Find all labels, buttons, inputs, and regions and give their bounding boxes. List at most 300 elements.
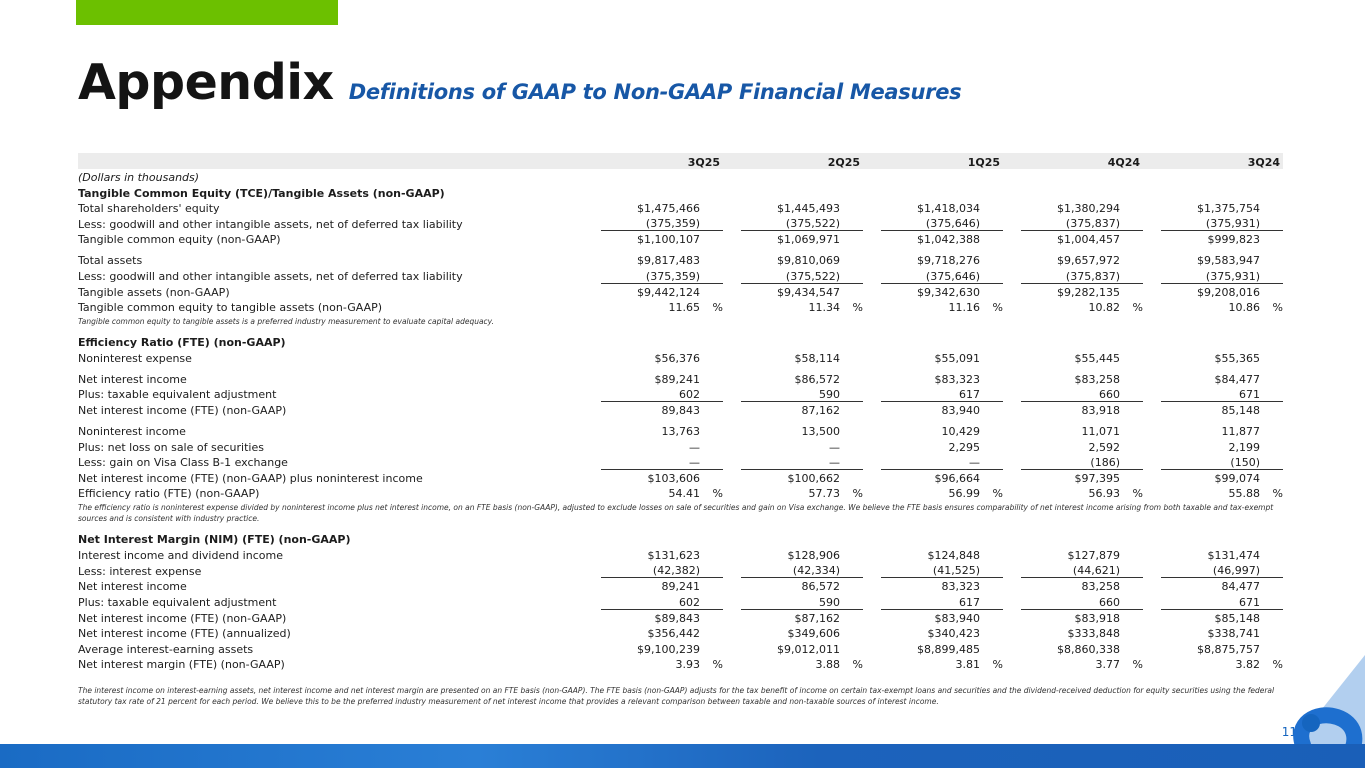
column-header-1q25: 1Q25 — [881, 153, 1003, 169]
cell-spacer — [863, 246, 881, 267]
cell-value: 13,500 — [801, 425, 840, 439]
cell-suffix — [1120, 454, 1143, 470]
table-row — [78, 267, 1283, 283]
section-note: The efficiency ratio is noninterest expense divided by noninterest income plus net interest income, on an FTE basis (non-GAAP), adjusted to exclude losses on sale of securities and gain on Visa exchange. We believe the FTE basis ensures comparability of net interest income arising from both taxable and tax-exempt sources and is consistent with industry practice. — [78, 503, 1274, 524]
cell-value: $83,323 — [934, 372, 980, 386]
cell-value: $99,074 — [1214, 472, 1260, 486]
table-row — [78, 349, 1283, 364]
table-row — [78, 401, 1283, 417]
cell-spacer — [863, 562, 881, 578]
cell-suffix — [840, 246, 863, 267]
section-header-row — [78, 184, 1283, 199]
cell-suffix — [980, 578, 1003, 594]
cell-suffix — [840, 469, 863, 485]
row-label: Plus: net loss on sale of securities — [78, 440, 264, 454]
cell-suffix — [1120, 215, 1143, 231]
section-title: Net Interest Margin (NIM) (FTE) (non-GAAP) — [78, 533, 351, 547]
table-row — [78, 365, 1283, 386]
cell-value: 617 — [881, 593, 980, 609]
table-row — [78, 625, 1283, 640]
cell-spacer — [863, 438, 881, 453]
cell-suffix — [840, 438, 863, 453]
cell-suffix — [1120, 609, 1143, 625]
cell-value: $1,069,971 — [777, 233, 840, 247]
cell-value: 10.86 — [1228, 301, 1260, 315]
cell-value: 602 — [601, 386, 700, 402]
table-row — [78, 215, 1283, 231]
percent-sign: % — [1132, 301, 1143, 315]
column-header-2q25: 2Q25 — [741, 153, 863, 169]
cell-spacer — [723, 656, 741, 671]
table-row — [78, 283, 1283, 299]
cell-suffix — [980, 454, 1003, 470]
cell-value: $9,657,972 — [1057, 254, 1120, 268]
cell-spacer — [1143, 365, 1161, 386]
cell-value: $1,042,388 — [917, 233, 980, 247]
cell-value: $1,418,034 — [917, 201, 980, 215]
cell-value: — — [881, 454, 980, 470]
cell-suffix — [1260, 365, 1283, 386]
cell-suffix — [840, 417, 863, 438]
cell-spacer — [863, 485, 881, 500]
cell-value: (375,837) — [1021, 215, 1120, 231]
cell-suffix — [980, 231, 1003, 247]
cell-spacer — [1143, 625, 1161, 640]
cell-suffix — [1120, 267, 1143, 283]
cell-spacer — [863, 365, 881, 386]
cell-value: 89,241 — [661, 580, 700, 594]
cell-spacer — [723, 246, 741, 267]
cell-spacer — [1143, 438, 1161, 453]
cell-spacer — [863, 215, 881, 231]
cell-value: 617 — [881, 386, 980, 402]
cell-value: 83,918 — [1081, 404, 1120, 418]
cell-spacer — [1003, 283, 1021, 299]
cell-spacer — [723, 469, 741, 485]
cell-value: 3.93 — [675, 657, 700, 671]
cell-suffix — [840, 593, 863, 609]
cell-value: 10,429 — [941, 425, 980, 439]
cell-suffix — [980, 562, 1003, 578]
percent-sign: % — [852, 657, 863, 671]
row-label: Noninterest expense — [78, 351, 192, 365]
cell-spacer — [723, 578, 741, 594]
cell-value: 590 — [741, 593, 840, 609]
table-row — [78, 454, 1283, 470]
cell-suffix — [700, 562, 723, 578]
cell-value: 10.82 — [1088, 301, 1120, 315]
cell-suffix — [980, 625, 1003, 640]
accent-bar — [76, 0, 338, 25]
cell-spacer — [723, 625, 741, 640]
cell-value: (150) — [1161, 454, 1260, 470]
cell-suffix — [840, 546, 863, 561]
header-label-cell — [78, 153, 601, 169]
cell-spacer — [1143, 386, 1161, 402]
cell-value: $9,282,135 — [1057, 286, 1120, 300]
cell-value: 2,199 — [1228, 440, 1260, 454]
cell-spacer — [863, 283, 881, 299]
cell-value: (42,334) — [741, 562, 840, 578]
cell-value: (375,931) — [1161, 267, 1260, 283]
cell-suffix — [1260, 640, 1283, 655]
row-label: Net interest margin (FTE) (non-GAAP) — [78, 657, 285, 671]
cell-suffix — [840, 365, 863, 386]
cell-value: $1,004,457 — [1057, 233, 1120, 247]
cell-value: 87,162 — [801, 404, 840, 418]
cell-value: 2,592 — [1088, 440, 1120, 454]
row-label: Average interest-earning assets — [78, 642, 254, 656]
cell-spacer — [1003, 609, 1021, 625]
cell-value: 660 — [1021, 386, 1120, 402]
cell-value: $55,445 — [1074, 351, 1120, 365]
cell-spacer — [723, 401, 741, 417]
cell-suffix — [1260, 349, 1283, 364]
cell-suffix — [980, 469, 1003, 485]
cell-suffix — [700, 215, 723, 231]
cell-value: $9,810,069 — [777, 254, 840, 268]
table-row — [78, 386, 1283, 402]
cell-spacer — [723, 546, 741, 561]
section-note-row — [78, 314, 1283, 329]
cell-spacer — [1003, 246, 1021, 267]
cell-suffix — [840, 386, 863, 402]
cell-spacer — [1143, 215, 1161, 231]
cell-spacer — [723, 299, 741, 314]
cell-suffix — [1260, 283, 1283, 299]
cell-spacer — [1003, 546, 1021, 561]
cell-suffix — [1120, 386, 1143, 402]
cell-value: 56.93 — [1088, 487, 1120, 501]
row-label: Net interest income (FTE) (non-GAAP) — [78, 611, 287, 625]
percent-sign: % — [852, 301, 863, 315]
cell-suffix — [1120, 231, 1143, 247]
cell-spacer — [1143, 469, 1161, 485]
row-label: Less: interest expense — [78, 564, 202, 578]
cell-suffix — [1260, 267, 1283, 283]
cell-value: $1,100,107 — [637, 233, 700, 247]
cell-suffix — [700, 609, 723, 625]
cell-suffix — [840, 401, 863, 417]
cell-suffix — [700, 386, 723, 402]
cell-spacer — [1143, 246, 1161, 267]
cell-value: $338,741 — [1207, 627, 1260, 641]
cell-spacer — [863, 299, 881, 314]
cell-value: 671 — [1161, 386, 1260, 402]
cell-spacer — [1143, 485, 1161, 500]
page-number: 11 — [1281, 725, 1297, 739]
cell-spacer — [1003, 386, 1021, 402]
cell-spacer — [1003, 267, 1021, 283]
cell-suffix — [1120, 562, 1143, 578]
cell-value: (42,382) — [601, 562, 700, 578]
cell-suffix — [1260, 246, 1283, 267]
cell-spacer — [723, 609, 741, 625]
percent-sign: % — [852, 487, 863, 501]
cell-suffix — [980, 417, 1003, 438]
cell-value: $131,623 — [647, 548, 700, 562]
cell-spacer — [863, 593, 881, 609]
cell-value: $55,365 — [1214, 351, 1260, 365]
cell-suffix — [1120, 365, 1143, 386]
percent-sign: % — [1132, 487, 1143, 501]
cell-suffix — [1260, 593, 1283, 609]
cell-spacer — [863, 231, 881, 247]
cell-spacer — [1143, 609, 1161, 625]
cell-value: $103,606 — [647, 472, 700, 486]
cell-suffix — [980, 640, 1003, 655]
cell-value: $8,860,338 — [1057, 642, 1120, 656]
cell-value: $1,475,466 — [637, 201, 700, 215]
column-header-3q24: 3Q24 — [1161, 153, 1283, 169]
cell-value: 3.88 — [815, 657, 840, 671]
cell-spacer — [1003, 215, 1021, 231]
cell-value: 85,148 — [1221, 404, 1260, 418]
cell-suffix — [1120, 625, 1143, 640]
cell-suffix — [840, 578, 863, 594]
cell-suffix — [700, 546, 723, 561]
cell-value: (375,931) — [1161, 215, 1260, 231]
cell-value: 83,258 — [1081, 580, 1120, 594]
cell-suffix — [700, 438, 723, 453]
cell-spacer — [1143, 267, 1161, 283]
cell-spacer — [1003, 593, 1021, 609]
cell-spacer — [1143, 640, 1161, 655]
cell-spacer — [863, 656, 881, 671]
cell-spacer — [1003, 625, 1021, 640]
cell-spacer — [723, 417, 741, 438]
cell-suffix — [840, 609, 863, 625]
row-label: Less: gain on Visa Class B-1 exchange — [78, 456, 288, 470]
cell-suffix — [700, 593, 723, 609]
row-label: Plus: taxable equivalent adjustment — [78, 388, 277, 402]
page-header — [78, 54, 961, 111]
cell-spacer — [1003, 401, 1021, 417]
row-label: Efficiency ratio (FTE) (non-GAAP) — [78, 487, 260, 501]
table-row — [78, 546, 1283, 561]
cell-spacer — [1003, 438, 1021, 453]
cell-spacer — [723, 386, 741, 402]
cell-value: 54.41 — [668, 487, 700, 501]
row-label: Net interest income (FTE) (non-GAAP) — [78, 404, 287, 418]
cell-spacer — [1003, 562, 1021, 578]
cell-value: 2,295 — [948, 440, 980, 454]
percent-sign: % — [1132, 657, 1143, 671]
cell-value: 11.65 — [668, 301, 700, 315]
cell-spacer — [1143, 349, 1161, 364]
cell-spacer — [863, 625, 881, 640]
cell-value: 13,763 — [661, 425, 700, 439]
cell-spacer — [1003, 578, 1021, 594]
cell-suffix — [1260, 625, 1283, 640]
row-label: Net interest income — [78, 372, 187, 386]
cell-suffix — [1120, 401, 1143, 417]
section-header-row — [78, 329, 1283, 349]
cell-value: 83,940 — [941, 404, 980, 418]
cell-suffix — [1120, 438, 1143, 453]
cell-suffix — [1120, 246, 1143, 267]
cell-spacer — [863, 609, 881, 625]
row-label: Net interest income — [78, 580, 187, 594]
cell-value: 57.73 — [808, 487, 840, 501]
cell-suffix — [840, 349, 863, 364]
cell-spacer — [723, 365, 741, 386]
percent-sign: % — [1272, 301, 1283, 315]
cell-value: 11,071 — [1081, 425, 1120, 439]
cell-suffix — [1260, 546, 1283, 561]
cell-spacer — [1143, 401, 1161, 417]
table-row — [78, 299, 1283, 314]
cell-suffix — [980, 438, 1003, 453]
cell-suffix — [1120, 283, 1143, 299]
section-note: Tangible common equity to tangible assets is a preferred industry measurement to evaluate capital adequacy. — [78, 317, 494, 327]
cell-spacer — [863, 200, 881, 215]
table-row — [78, 593, 1283, 609]
cell-value: $83,940 — [934, 611, 980, 625]
percent-sign: % — [712, 657, 723, 671]
cell-spacer — [1003, 417, 1021, 438]
cell-suffix — [700, 640, 723, 655]
table-header-row — [78, 153, 1283, 169]
cell-spacer — [1143, 200, 1161, 215]
cell-suffix — [1260, 386, 1283, 402]
page-title: Appendix — [78, 54, 334, 111]
cell-value: 11,877 — [1221, 425, 1260, 439]
cell-suffix — [700, 246, 723, 267]
cell-suffix — [1120, 546, 1143, 561]
row-label: Less: goodwill and other intangible assets, net of deferred tax liability — [78, 217, 463, 231]
cell-suffix — [980, 365, 1003, 386]
table-row — [78, 231, 1283, 247]
table-row — [78, 656, 1283, 671]
cell-spacer — [1003, 231, 1021, 247]
column-header-4q24: 4Q24 — [1021, 153, 1143, 169]
cell-value: (375,837) — [1021, 267, 1120, 283]
cell-value: $84,477 — [1214, 372, 1260, 386]
table-row — [78, 417, 1283, 438]
percent-sign: % — [1272, 487, 1283, 501]
cell-value: $9,208,016 — [1197, 286, 1260, 300]
table-row — [78, 200, 1283, 215]
cell-spacer — [723, 267, 741, 283]
cell-value: (375,359) — [601, 267, 700, 283]
cell-value: (46,997) — [1161, 562, 1260, 578]
units-row — [78, 169, 1283, 184]
cell-spacer — [723, 640, 741, 655]
cell-spacer — [723, 200, 741, 215]
table-row — [78, 485, 1283, 500]
cell-spacer — [1003, 485, 1021, 500]
cell-value: — — [741, 454, 840, 470]
cell-value: $100,662 — [787, 472, 840, 486]
cell-spacer — [863, 386, 881, 402]
cell-suffix — [1120, 417, 1143, 438]
cell-suffix — [980, 401, 1003, 417]
column-header-3q25: 3Q25 — [601, 153, 723, 169]
cell-suffix — [1120, 469, 1143, 485]
cell-suffix — [840, 625, 863, 640]
cell-value: 590 — [741, 386, 840, 402]
percent-sign: % — [992, 301, 1003, 315]
cell-spacer — [723, 562, 741, 578]
cell-value: $349,606 — [787, 627, 840, 641]
cell-value: (375,522) — [741, 215, 840, 231]
cell-spacer — [1143, 299, 1161, 314]
cell-suffix — [840, 283, 863, 299]
cell-value: 660 — [1021, 593, 1120, 609]
cell-value: $9,434,547 — [777, 286, 840, 300]
table-row — [78, 640, 1283, 655]
table-row — [78, 438, 1283, 453]
percent-sign: % — [712, 301, 723, 315]
row-label: Less: goodwill and other intangible assets, net of deferred tax liability — [78, 270, 463, 284]
cell-value: (41,525) — [881, 562, 980, 578]
section-title: Tangible Common Equity (TCE)/Tangible Assets (non-GAAP) — [78, 186, 445, 200]
footer-bar — [0, 744, 1365, 768]
cell-value: $340,423 — [927, 627, 980, 641]
cell-suffix — [1260, 454, 1283, 470]
cell-suffix — [1260, 562, 1283, 578]
cell-suffix — [980, 267, 1003, 283]
row-label: Total assets — [78, 254, 143, 268]
cell-value: $124,848 — [927, 548, 980, 562]
cell-spacer — [723, 215, 741, 231]
cell-suffix — [840, 267, 863, 283]
cell-value: (375,646) — [881, 215, 980, 231]
cell-suffix — [980, 283, 1003, 299]
cell-value: 3.81 — [955, 657, 980, 671]
cell-spacer — [1003, 200, 1021, 215]
cell-value: $131,474 — [1207, 548, 1260, 562]
row-label: Total shareholders' equity — [78, 201, 220, 215]
cell-spacer — [1143, 656, 1161, 671]
cell-suffix — [700, 267, 723, 283]
cell-value: 56.99 — [948, 487, 980, 501]
row-label: Net interest income (FTE) (annualized) — [78, 627, 291, 641]
cell-spacer — [1143, 417, 1161, 438]
cell-value: $97,395 — [1074, 472, 1120, 486]
cell-spacer — [863, 349, 881, 364]
cell-spacer — [863, 640, 881, 655]
cell-suffix — [700, 365, 723, 386]
cell-suffix — [980, 593, 1003, 609]
table-row — [78, 469, 1283, 485]
cell-suffix — [700, 283, 723, 299]
cell-suffix — [980, 215, 1003, 231]
section-note-row — [78, 500, 1283, 526]
cell-suffix — [700, 200, 723, 215]
cell-spacer — [1143, 578, 1161, 594]
cell-value: 55.88 — [1228, 487, 1260, 501]
cell-suffix — [700, 231, 723, 247]
cell-value: $86,572 — [794, 372, 840, 386]
cell-spacer — [723, 438, 741, 453]
cell-value: $9,583,947 — [1197, 254, 1260, 268]
cell-value: 89,843 — [661, 404, 700, 418]
cell-suffix — [1260, 215, 1283, 231]
table-body — [78, 153, 1283, 709]
row-label: Net interest income (FTE) (non-GAAP) plus noninterest income — [78, 472, 423, 486]
cell-value: $999,823 — [1207, 233, 1260, 247]
cell-suffix — [700, 454, 723, 470]
cell-value: 671 — [1161, 593, 1260, 609]
cell-spacer — [723, 593, 741, 609]
cell-value: $85,148 — [1214, 611, 1260, 625]
cell-value: $9,718,276 — [917, 254, 980, 268]
row-label: Tangible common equity to tangible assets (non-GAAP) — [78, 301, 383, 315]
cell-suffix — [700, 469, 723, 485]
cell-suffix — [700, 401, 723, 417]
